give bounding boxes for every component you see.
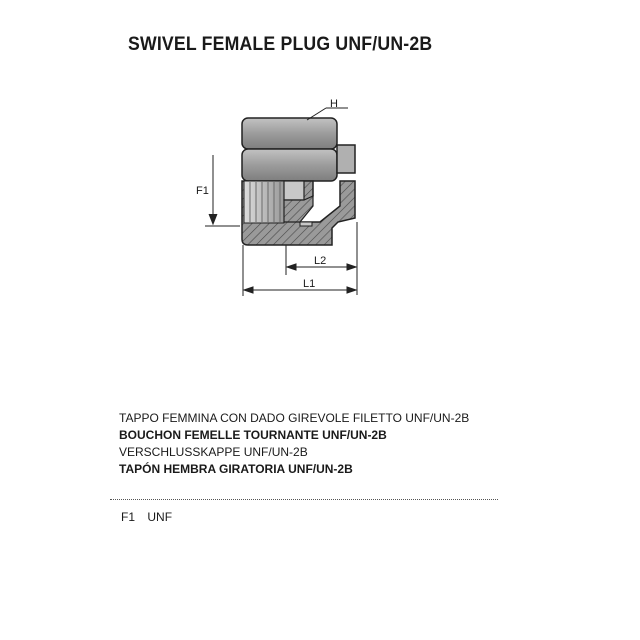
f1-label: F1: [196, 185, 209, 197]
table-col-f1: F1: [121, 510, 136, 524]
description-block: [119, 410, 469, 478]
section-body: [242, 181, 355, 245]
plug-shank: [337, 145, 355, 173]
l1-label: L1: [303, 278, 316, 290]
spec-table-header: [121, 510, 181, 524]
divider: [110, 499, 498, 500]
nut-lower: [242, 149, 337, 181]
plug-nose: [284, 181, 304, 200]
l2-label: L2: [314, 255, 327, 267]
description-es: TAPÓN HEMBRA GIRATORIA UNF/UN-2B: [119, 462, 353, 476]
page-title: SWIVEL FEMALE PLUG UNF/UN-2B: [128, 34, 433, 55]
l1-dimension: [243, 245, 356, 296]
f1-dimension: [205, 155, 240, 226]
description-fr: BOUCHON FEMELLE TOURNANTE UNF/UN-2B: [119, 428, 387, 442]
description-it: TAPPO FEMMINA CON DADO GIREVOLE FILETTO UNF/UN-2B: [119, 411, 470, 425]
nut-upper: [242, 118, 337, 149]
table-col-unf: UNF: [147, 510, 173, 524]
h-label: H: [330, 98, 338, 110]
description-de: VERSCHLUSSKAPPE UNF/UN-2B: [119, 445, 308, 459]
